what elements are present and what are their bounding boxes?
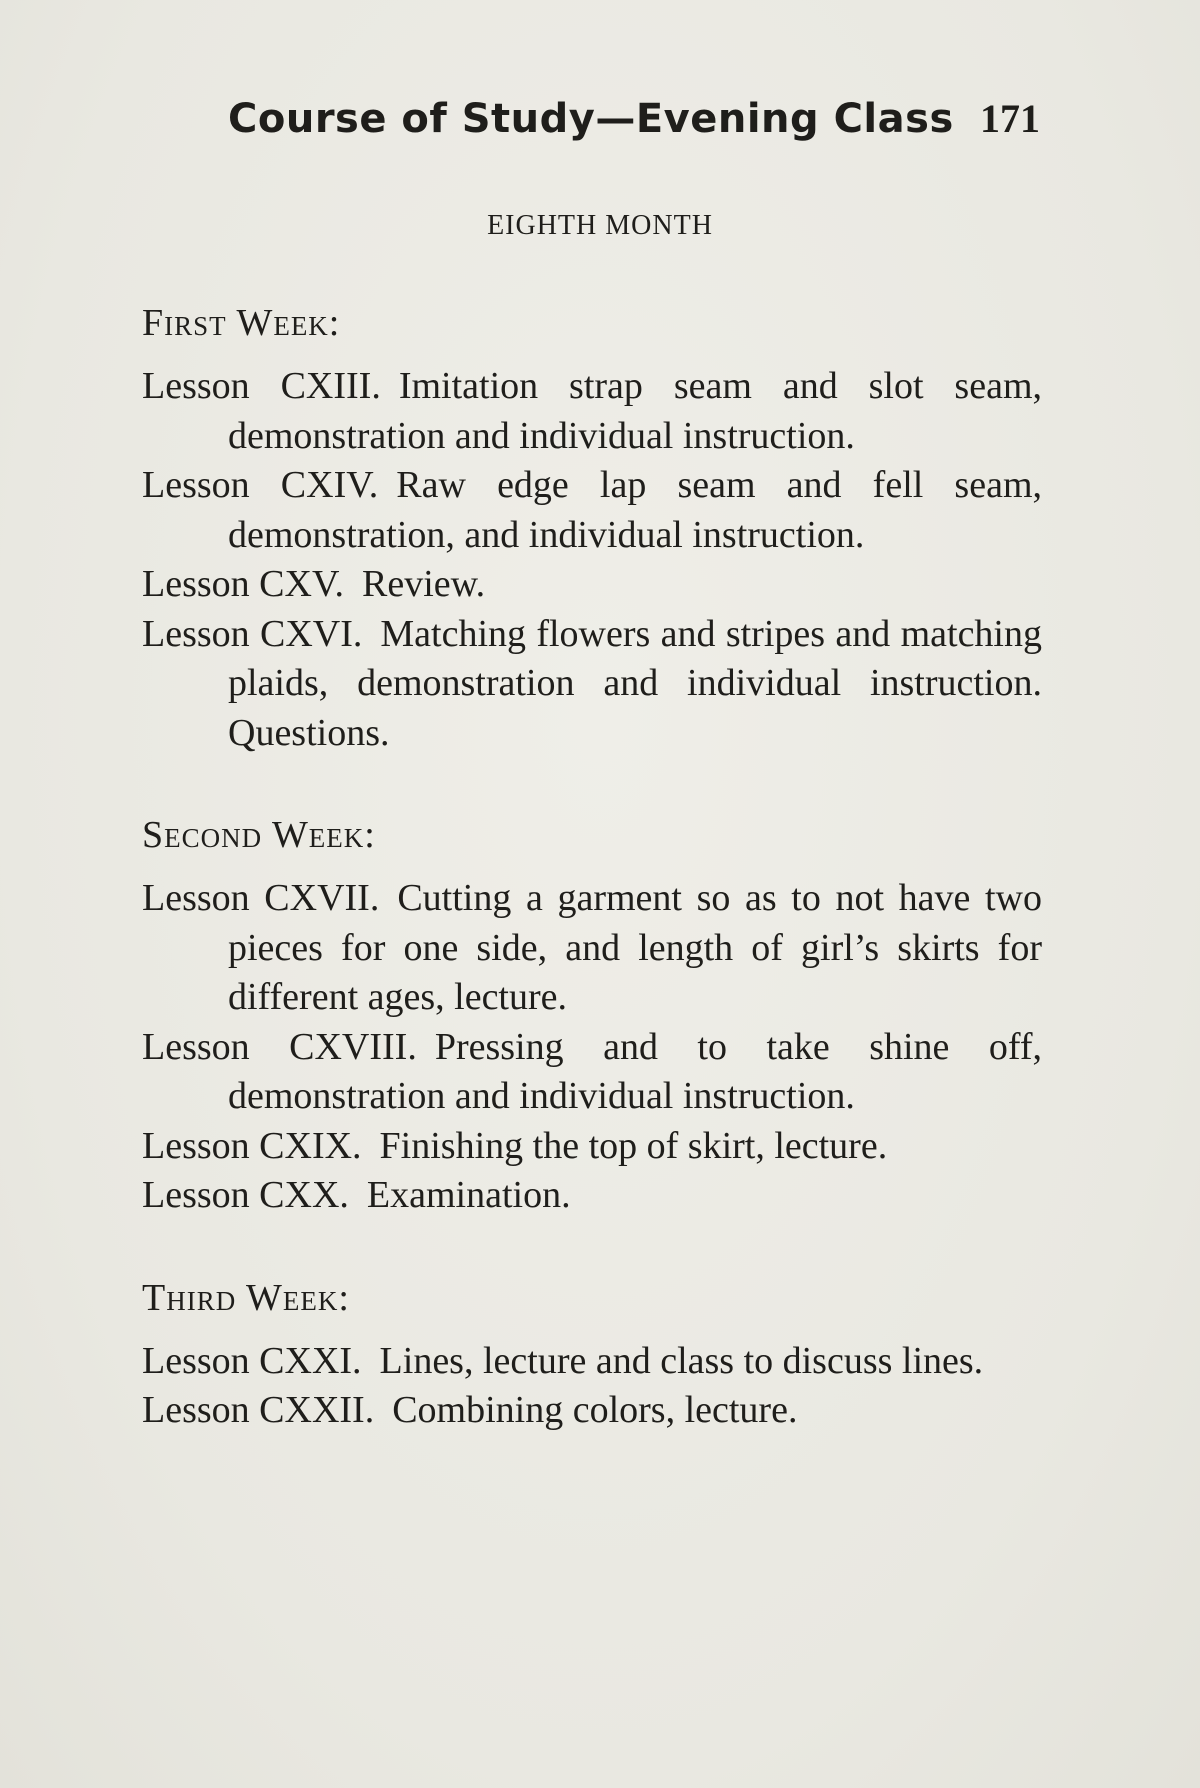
- lesson-item: [142, 1023, 1042, 1122]
- lesson-item: [142, 1337, 1042, 1387]
- lesson-number: Lesson CXVI.: [142, 612, 363, 655]
- lesson-item: [142, 560, 1042, 610]
- lesson-item: [142, 610, 1042, 759]
- lesson-item: [142, 874, 1042, 1023]
- lesson-number: Lesson CXX.: [142, 1174, 349, 1216]
- page-number: 171: [980, 96, 1040, 141]
- lesson-text: Examination.: [366, 1174, 571, 1216]
- week-block-second: [142, 810, 1042, 1221]
- lesson-text: Finishing the top of skirt, lecture.: [379, 1124, 888, 1167]
- lesson-text: Matching flowers and stripes and matching plaids, demonstration and individual instruction. Questions.: [228, 612, 1042, 754]
- lesson-number: Lesson CXVIII.: [142, 1025, 417, 1068]
- lesson-number: Lesson CXIV.: [142, 464, 379, 506]
- lesson-text: Combining colors, lecture.: [392, 1389, 798, 1431]
- lesson-item: [142, 1171, 1042, 1221]
- lesson-text: Raw edge lap seam and fell seam, demonstration, and individual instruction.: [228, 464, 1043, 556]
- lesson-item: [142, 1386, 1042, 1436]
- lesson-item: [142, 1122, 1042, 1172]
- lesson-text: Imitation strap seam and slot seam, demonstration and individual instruction.: [228, 365, 1042, 457]
- lesson-text: Lines, lecture and class to discuss lines.: [379, 1339, 984, 1382]
- week-heading: Third Week:: [142, 1276, 350, 1319]
- page-content: [142, 298, 1042, 1488]
- lesson-text: Pressing and to take shine off, demonstration and individual instruction.: [228, 1025, 1042, 1117]
- lesson-text: Review.: [362, 563, 486, 605]
- lesson-number: Lesson CXIX.: [142, 1124, 362, 1167]
- week-heading: First Week:: [142, 302, 341, 344]
- lesson-item: [142, 362, 1042, 461]
- week-block-first: [142, 298, 1042, 758]
- month-heading: EIGHTH MONTH: [487, 210, 713, 241]
- week-block-third: [142, 1273, 1042, 1436]
- lesson-item: [142, 461, 1042, 560]
- lesson-number: Lesson CXVII.: [142, 877, 380, 919]
- running-head: [228, 95, 1040, 142]
- lesson-number: Lesson CXXII.: [142, 1389, 375, 1431]
- lesson-number: Lesson CXXI.: [142, 1339, 362, 1382]
- lesson-text: Cutting a garment so as to not have two pieces for one side, and length of girl’s skirts for different ages, lecture.: [228, 877, 1042, 1018]
- lesson-number: Lesson CXIII.: [142, 365, 381, 407]
- running-title: Course of Study—Evening Class: [228, 96, 954, 142]
- week-heading: Second Week:: [142, 814, 376, 856]
- lesson-number: Lesson CXV.: [142, 563, 344, 605]
